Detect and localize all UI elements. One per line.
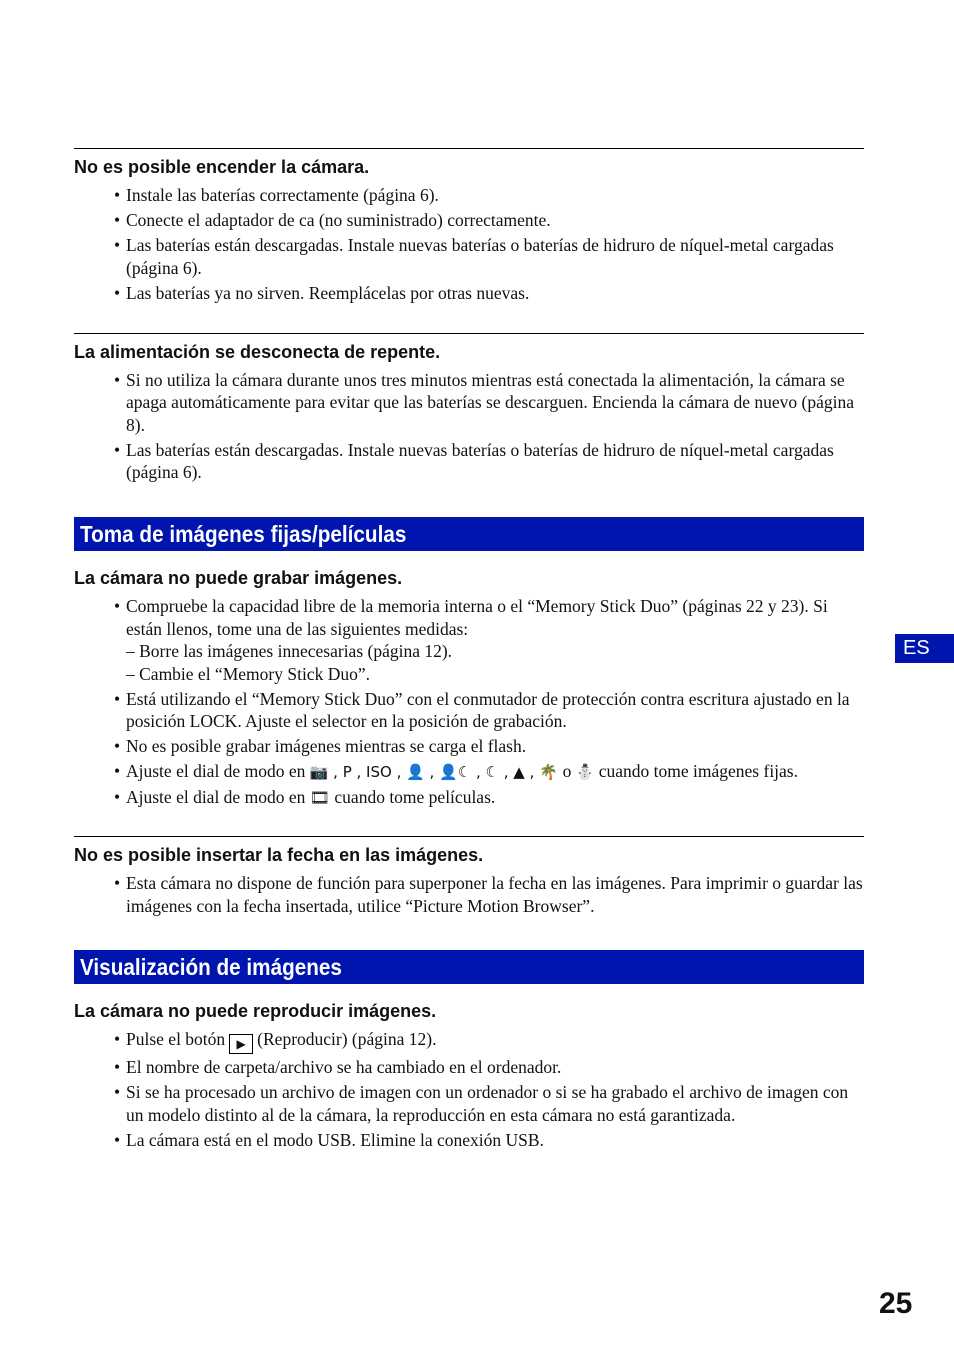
list-item <box>74 595 864 685</box>
list-item-text: Compruebe la capacidad libre de la memoria interna o el “Memory Stick Duo” (páginas 22 y 23). Si están llenos, tome una de las siguientes medidas: <box>126 596 828 639</box>
list-item <box>74 786 864 810</box>
list-item: • Instale las baterías correctamente (página 6). <box>74 184 864 207</box>
bullet-list <box>74 872 864 917</box>
list-item: • Las baterías ya no sirven. Reemplácelas por otras nuevas. <box>74 282 864 305</box>
page-number: 25 <box>879 1287 913 1320</box>
list-item-text: cuando tome películas. <box>330 787 496 807</box>
mode-icons: 📷 , P , ISO , 👤 , 👤☾ , ☾ , ▲ , 🌴 <box>309 763 563 781</box>
list-item: • Si se ha procesado un archivo de imagen con un ordenador o si se ha grabado el archivo de imagen con un modelo distinto al de la cámara, la reproducción en esta cámara no está garantizada. <box>74 1081 864 1126</box>
list-item-text: Ajuste el dial de modo en <box>126 787 310 807</box>
list-item: • Está utilizando el “Memory Stick Duo” con el conmutador de protección contra escritura ajustado en la posición LOCK. Ajuste el selector en la posición de grabación. <box>74 688 864 733</box>
list-item: • La cámara está en el modo USB. Elimine la conexión USB. <box>74 1129 864 1152</box>
language-tab: ES <box>895 634 954 663</box>
list-item: • El nombre de carpeta/archivo se ha cambiado en el ordenador. <box>74 1056 864 1079</box>
list-item: • Las baterías están descargadas. Instale nuevas baterías o baterías de hidruro de níquel-metal cargadas (página 6). <box>74 234 864 279</box>
bullet-list <box>74 1028 864 1152</box>
list-item-text: Pulse el botón <box>126 1028 226 1049</box>
list-item: • No es posible grabar imágenes mientras se carga el flash. <box>74 735 864 758</box>
section-divider <box>74 148 864 149</box>
bullet-list <box>74 595 864 810</box>
list-item: • Conecte el adaptador de ca (no suministrado) correctamente. <box>74 209 864 232</box>
section-banner <box>74 950 864 984</box>
section-banner <box>74 517 864 551</box>
section-divider <box>74 333 864 334</box>
snow-mode-icon: ⛄ <box>575 763 595 781</box>
play-icon: ▶ <box>229 1034 253 1054</box>
bullet-list <box>74 369 864 484</box>
banner-title: Toma de imágenes fijas/películas <box>80 521 407 547</box>
section-divider <box>74 836 864 837</box>
list-item-text: o <box>562 761 576 781</box>
bullet-list <box>74 184 864 304</box>
list-item <box>74 1028 864 1054</box>
section-heading: No es posible encender la cámara. <box>74 157 370 177</box>
list-item: • Las baterías están descargadas. Instale nuevas baterías o baterías de hidruro de níquel-metal cargadas (página 6). <box>74 439 864 484</box>
section-heading: La alimentación se desconecta de repente. <box>74 341 441 362</box>
list-item: • Esta cámara no dispone de función para superponer la fecha en las imágenes. Para imprimir o guardar las imágenes con la fecha insertada, utilice “Picture Motion Browser”. <box>74 872 864 917</box>
list-item: • Si no utiliza la cámara durante unos tres minutos mientras está conectada la alimentación, la cámara se apaga automáticamente para evitar que las baterías se descarguen. Encienda la cámara de nuevo (página 8). <box>74 369 864 437</box>
section-heading: La cámara no puede grabar imágenes. <box>74 568 403 588</box>
banner-title: Visualización de imágenes <box>80 953 342 980</box>
film-icon: 🎞 <box>309 788 331 807</box>
page-content <box>74 148 864 1154</box>
sub-item: – Cambie el “Memory Stick Duo”. <box>126 663 370 684</box>
section-heading: La cámara no puede reproducir imágenes. <box>74 1000 437 1021</box>
list-item-text: Ajuste el dial de modo en <box>126 761 310 781</box>
list-item-text: cuando tome imágenes fijas. <box>594 761 798 781</box>
list-item-text: (Reproducir) (página 12). <box>257 1028 437 1049</box>
sub-item: – Borre las imágenes innecesarias (página 12). <box>126 641 453 661</box>
list-item <box>74 760 864 784</box>
section-heading: No es posible insertar la fecha en las imágenes. <box>74 845 484 865</box>
